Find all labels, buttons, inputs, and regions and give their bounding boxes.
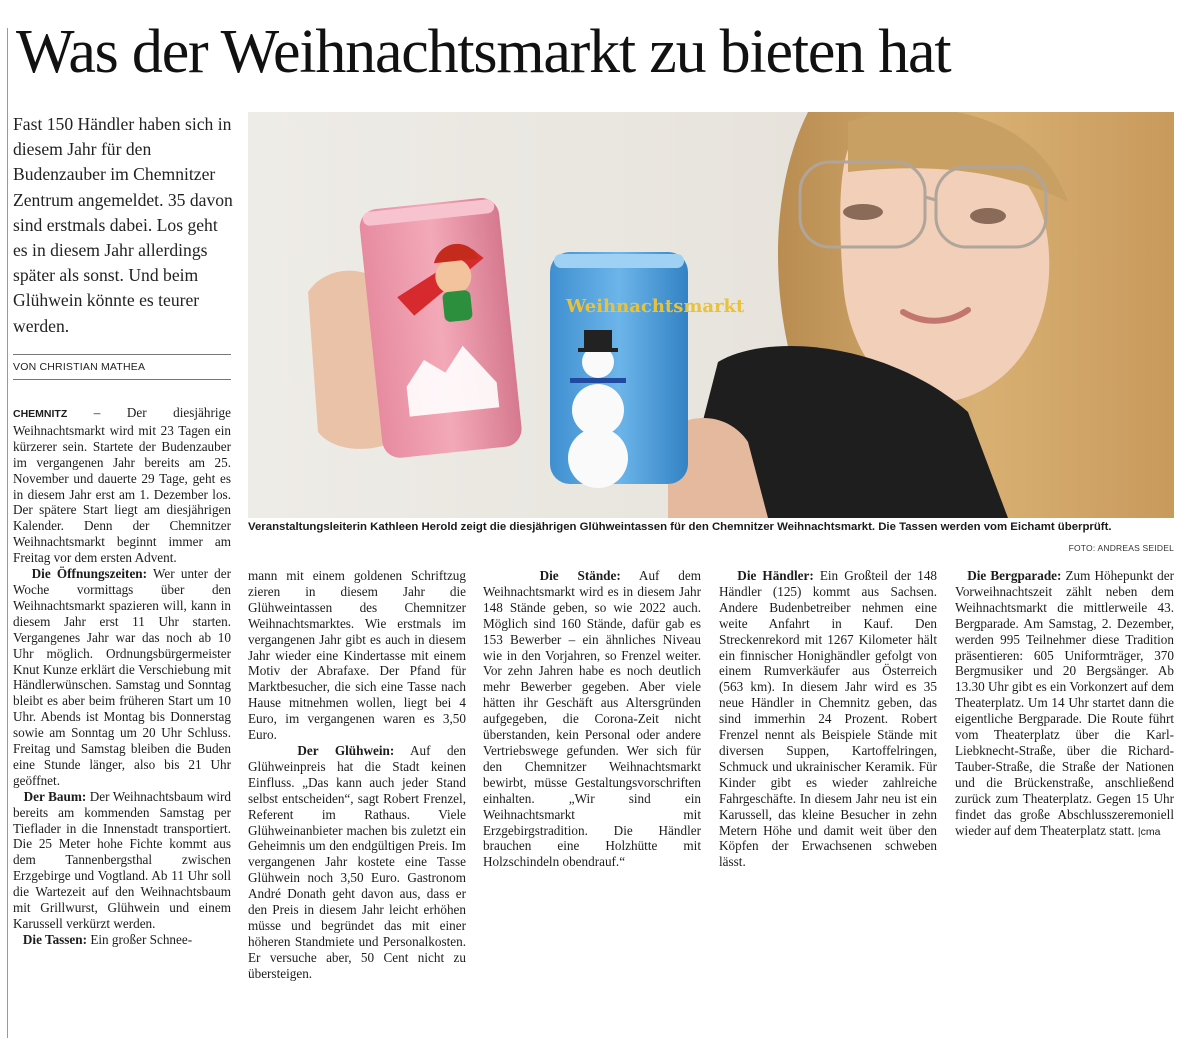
gluehwein-text: Auf den Glühweinpreis hat die Stadt keinen Einfluss. „Das kann auch jeder Stand selbst entscheiden“, sagt Robert Frenzel, Referent im Rathaus. Viele Glühweinanbieter machen bis zuletzt ein Geheimnis um den endgültigen Preis. Im vergangenen Jahr kostete eine Tasse Glühwein noch 3,50 Euro. Gastronom André Donath geht davon aus, dass er den Preis in diesem Jahr leicht erhöhen müsse und begründet das mit einer höheren Standmiete und Personalkosten. Er versuche aber, 50 Cent nicht zu übersteigen. <box>248 742 467 981</box>
bergparade-text: Zum Höhepunkt der Vorweihnachtszeit zählt neben dem Weihnachtsmarkt die mittlerweile 43. Bergparade. Am Samstag, 2. Dezember, werden 995 Teilnehmer diese Tradition präsentieren: 605 Uniformträger, 370 Bergmusiker und 20 Bergsänger. Ab 13.30 Uhr gibt es ein Vorkonzert auf dem Theaterplatz. Um 14 Uhr startet dann die eigentliche Bergparade. Die Route führt vom Theaterplatz über die Karl-Liebknecht-Straße, über die Richard-Tauber-Straße, die Straße der Nationen und die Brückenstraße, anschließend zurück zum Theaterplatz. Gegen 15 Uhr findet das große Abschlusszeremoniell wieder auf dem Theaterplatz statt. <box>955 568 1174 838</box>
article-column-2 <box>248 568 466 982</box>
photo-illustration <box>248 112 1174 518</box>
bergparade-paragraph <box>955 568 1174 840</box>
article-photo <box>248 112 1174 518</box>
staende-paragraph <box>483 568 701 870</box>
oeffnungszeiten-heading: Die Öffnungszeiten: <box>31 566 148 582</box>
baum-heading: Der Baum: <box>23 788 87 804</box>
staende-text: Auf dem Weihnachtsmarkt wird es in diesem Jahr 148 Stände geben, so wie 2022 auch. Möglich sind 160 Stände, dafür gab es 153 Bewerber – ein ähnliches Niveau wie in den Vorjahren, so Frenzel weiter. Vor zehn Jahren habe es noch deutlich mehr Bewerber gegeben. Aber viele hätten ihr Geschäft aus Altersgründen aufgegeben, die Corona-Zeit nicht überstanden, kein Personal oder andere Vertriebswege gefunden. Wer sich für den Chemnitzer Weihnachtsmarkt bewirbt, müsse Gestaltungsvorschriften einhalten. „Wir sind ein Weihnachtsmarkt mit Erzgebirgstradition. Die Händler brauchen eine Holzhütte mit Holzschindeln obendrauf.“ <box>483 568 702 870</box>
staende-heading: Die Stände: <box>539 568 621 583</box>
tassen-text-continued: mann mit einem goldenen Schriftzug zieren in diesem Jahr die Glühweintassen des Chemnitzer Weihnachtsmarktes. Wie erstmals im vergangenen Jahr gibt es auch in diesem Jahr wieder eine Kindertasse mit einem Motiv der Abrafaxe. Der Pfand für Marktbesucher, die sich eine Tasse nach Hause mitnehmen wollen, liegt bei 4 Euro, im vergangenen waren es 3,50 Euro. <box>248 568 466 743</box>
teaser: Fast 150 Händler haben sich in diesem Jahr für den Budenzauber im Chemnitzer Zentrum angemeldet. 35 davon sind erstmals dabei. Los geht es in diesem Jahr allerdings später als sonst. Und beim Glühwein könnte es teurer werden. <box>13 114 233 336</box>
photo-credit: FOTO: ANDREAS SEIDEL <box>1068 543 1174 553</box>
article-column-3 <box>483 568 701 870</box>
author-signature: |cma <box>1137 825 1161 838</box>
baum-text: Der Weihnachtsbaum wird bereits am kommenden Samstag per Tieflader in die Innenstadt transportiert. Die 25 Meter hohe Fichte kommt aus dem Tannenbergsthal zwischen Erzgebirge und Vogtland. Ab 11 Uhr soll die Wartezeit auf den Weihnachtsbaum mit Grillwurst, Glühwein und einem Karussell verkürzt werden. <box>13 788 231 931</box>
byline: VON CHRISTIAN MATHEA <box>13 361 146 373</box>
intro-text: – Der diesjährige Weihnachtsmarkt wird mit 23 Tagen ein kürzerer sein. Startete der Budenzauber im vergangenen Jahr bereits am 25. November und dauerte 29 Tage, geht es in diesem Jahr erst am 1. Dezember los. Der spätere Start liegt am diesjährigen Kalender. Denn der Chemnitzer Weihnachtsmarkt beginnt immer am Freitag vor dem ersten Advent. <box>13 405 232 566</box>
tassen-paragraph-start <box>13 932 231 948</box>
article-column-5 <box>955 568 1174 840</box>
gluehwein-paragraph <box>248 743 466 982</box>
intro-paragraph <box>13 405 231 566</box>
article-column-4 <box>719 568 937 870</box>
teaser-divider-top <box>13 354 231 355</box>
haendler-text: Ein Großteil der 148 Händler (125) kommt aus Sachsen. Andere Budenbetreiber nehmen eine weite Anfahrt in Kauf. Den Streckenrekord mit 1267 Kilometer hält ein finnischer Honighändler gefolgt von einem Rumverkäufer aus Österreich (563 km). In diesem Jahr wird es 35 neue Händler in Chemnitz geben, das sind immerhin 24 Prozent. Robert Frenzel nennt als Beispiele Stände mit diversen Suppen, Kartoffelringen, Schmuck und ukrainischer Keramik. Für Kinder gibt es wieder zahlreiche Fahrgeschäfte. In diesem Jahr neu ist ein Karussell, das kleine Besucher in zehn Metern Höhe und damit weit über den Köpfen der Erwachsenen schweben lässt. <box>719 568 938 870</box>
oeffnungszeiten-text: Wer unter der Woche vormittags über den Weihnachtsmarkt spazieren will, kann in diesem Jahr erst 11 Uhr starten. Vergangenes Jahr war das noch ab 10 Uhr möglich. Ordnungsbürgermeister Knut Kunze erklärt die Verschiebung mit Händlerwünschen. Samstag und Sonntag bleibt es aber beim früheren Start um 10 Uhr. Abends ist Montag bis Donnerstag sowie am Sonntag um 20 Uhr Schluss. Freitag und Samstag bleiben die Buden eine Stunde länger, also bis 21 Uhr geöffnet. <box>13 566 232 788</box>
haendler-paragraph <box>719 568 937 870</box>
tassen-paragraph-continued <box>248 568 466 743</box>
headline: Was der Weihnachtsmarkt zu bieten hat <box>16 18 951 86</box>
oeffnungszeiten-paragraph <box>13 566 231 789</box>
gluehwein-heading: Der Glühwein: <box>297 742 395 758</box>
article-column-1 <box>13 405 231 948</box>
baum-paragraph <box>13 789 231 932</box>
dateline: CHEMNITZ <box>13 408 68 420</box>
photo-caption: Veranstaltungsleiterin Kathleen Herold zeigt die diesjährigen Glühweintassen für den Chemnitzer Weihnachtsmarkt. Die Tassen werden vom Eichamt überprüft. <box>248 521 1112 533</box>
tassen-heading: Die Tassen: <box>22 931 88 947</box>
left-column-rule <box>7 28 8 1038</box>
bergparade-heading: Die Bergparade: <box>967 568 1062 583</box>
haendler-heading: Die Händler: <box>737 568 814 583</box>
byline-divider <box>13 379 231 380</box>
tassen-text-start: Ein großer Schnee- <box>90 931 193 947</box>
mug-lettering: Weihnachtsmarkt <box>566 296 745 317</box>
